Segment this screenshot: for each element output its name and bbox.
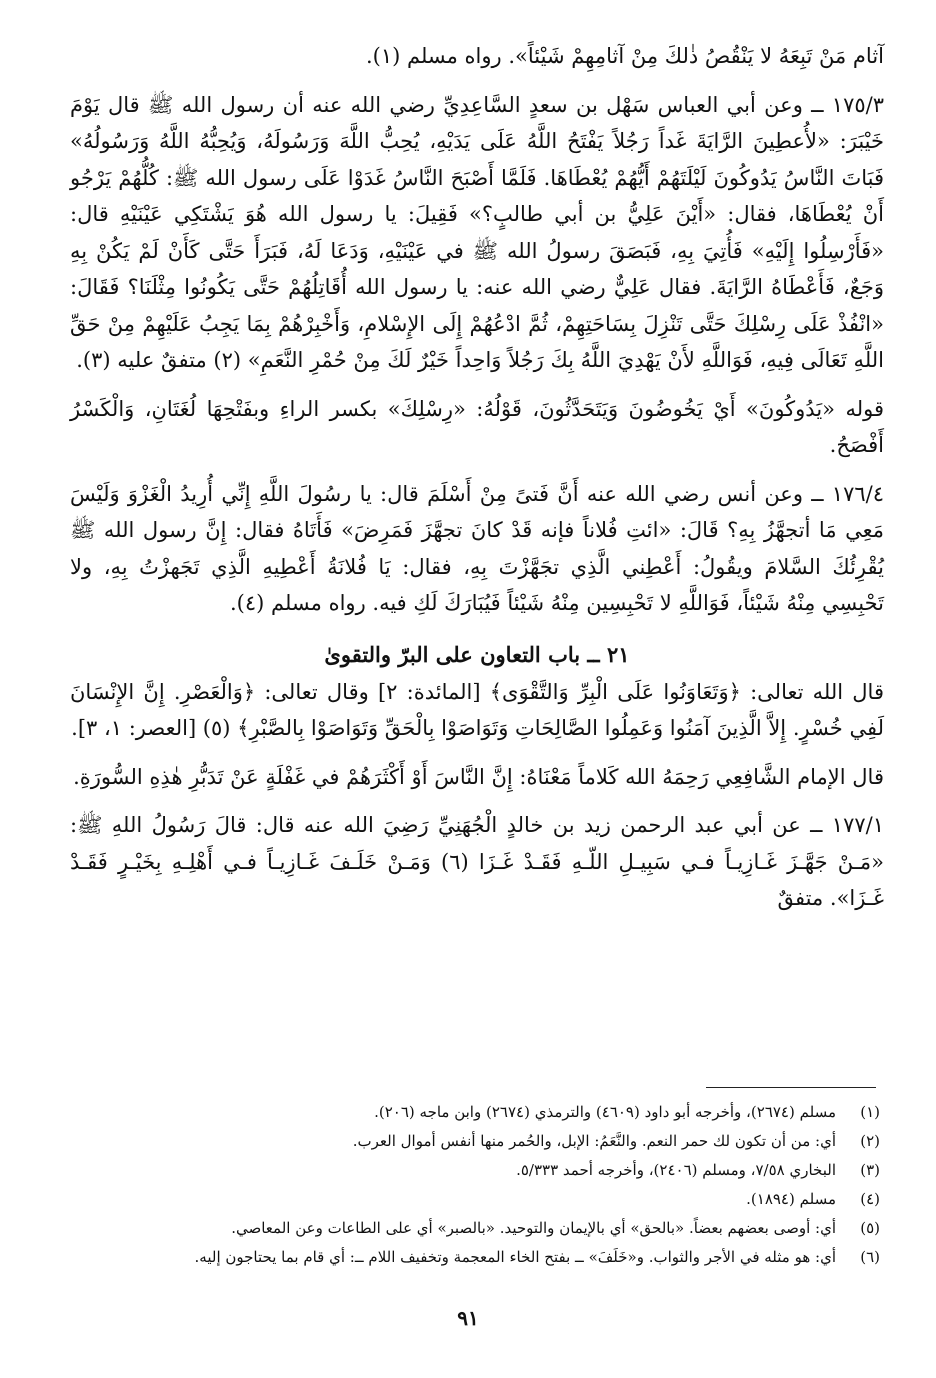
footnote xyxy=(70,1185,880,1214)
footnotes xyxy=(70,1098,880,1272)
footnote-number: (٦) xyxy=(860,1248,880,1266)
footnote-text: مسلم (١٨٩٤). xyxy=(746,1190,836,1208)
footnote-text: أي: أوصى بعضهم بعضاً. «بالحق» أي بالإيمان والتوحيد. «بالصبر» أي على الطاعات وعن المعاصي. xyxy=(231,1219,836,1237)
paragraph-quran-verses: قال الله تعالى: ﴿وَتَعَاوَنُوا عَلَى الْبِرِّ وَالتَّقْوَى﴾ [المائدة: ٢] وقال تعالى: ﴿وَالْعَصْرِ. إِنَّ الإِنْسَانَ لَفِي خُسْرٍ. إِلاَّ الَّذِينَ آمَنُوا وَعَمِلُوا الصَّالِحَاتِ وَتَوَاصَوْا بِالْحَقِّ وَتَوَاصَوْا بِالصَّبْرِ﴾ (٥) [العصر: ١، ٣]. xyxy=(70,679,884,740)
paragraph-hadith-176: ١٧٦/٤ ــ وعن أنس رضي الله عنه أَنَّ فَتىً مِنْ أَسْلَمَ قال: يا رسُولَ اللَّهِ إِنِّي أُرِيدُ الْغَزْوَ وَلَيْسَ مَعِي مَا أتجهَّزُ بِهِ؟ قَالَ: «ائتِ فُلاناً فإنه قَدْ كانَ تجهَّزَ فَمَرِضَ» فَأَتَاهُ فقال: إِنَّ رسول الله ﷺ يُقْرِئُكَ السَّلامَ ويقُولُ: أَعْطِني الَّذِي تجَهَّزْتَ بِهِ، فقال: يَا فُلانَةُ أَعْطِيهِ الَّذِي تَجَهزْتُ بِهِ، ولا تَحْبِسِي مِنْهُ شَيْئاً، فَوَاللَّهِ لا تَحْبِسِين مِنْهُ شَيْئاً فَيُبَارَكَ لَكِ فيه. رواه مسلم (٤). xyxy=(70,481,884,615)
page-number: ٩١ xyxy=(457,1306,479,1330)
paragraph-shafii: قال الإمام الشَّافِعِي رَحِمَهُ الله كَلاماً مَعْنَاهُ: إِنَّ النَّاسَ أَوْ أَكْثَرَهُمْ في غَفْلَةٍ عَنْ تَدَبُّرِ هٰذِهِ السُّورَةِ. xyxy=(73,764,884,789)
footnote-text: أي: من أن تكون لك حمر النعم. والنَّعَمُ: الإبل، والحُمر منها أنفس أموال العرب. xyxy=(352,1132,836,1150)
footnote-number: (٥) xyxy=(860,1219,880,1237)
footnote-text: البخاري ٧/٥٨، ومسلم (٢٤٠٦)، وأخرجه أحمد ٥/٣٣٣. xyxy=(516,1161,836,1179)
footnote xyxy=(70,1243,880,1272)
footnote-text: مسلم (٢٦٧٤)، وأخرجه أبو داود (٤٦٠٩) والترمذي (٢٦٧٤) وابن ماجه (٢٠٦). xyxy=(374,1103,836,1121)
footnote-number: (١) xyxy=(860,1103,880,1121)
footnote xyxy=(70,1127,880,1156)
footnote-number: (٣) xyxy=(860,1161,880,1179)
chapter-title: ٢١ ــ باب التعاون على البرّ والتقوىٰ xyxy=(324,641,630,667)
footnote-divider xyxy=(706,1087,876,1088)
footnote-text: أي: هو مثله في الأجر والثواب. و«خَلَفَ» ــ بفتح الخاء المعجمة وتخفيف اللام ــ: أي قام بما يحتاجون إليه. xyxy=(194,1248,836,1266)
footnote xyxy=(70,1214,880,1243)
paragraph-hadith-175: ١٧٥/٣ ــ وعن أبي العباس سَهْل بن سعدٍ السَّاعِدِيِّ رضي الله عنه أن رسول الله ﷺ قال يَوْمَ خَيْبَرَ: «لأُعطِينَ الرَّايَةَ غَداً رَجُلاً يَفْتَحُ اللَّهُ عَلَى يَدَيْهِ، يُحِبُّ اللَّهَ وَرَسُولَهُ، وَيُحِبُّهُ اللَّهُ وَرَسُولُهُ» فَبَاتَ النَّاسُ يَدُوكُونَ لَيْلَتَهُمْ أَيُّهُمْ يُعْطَاهَا. فَلَمَّا أَصْبَحَ النَّاسُ غَدَوْا عَلَى رسول الله ﷺ: كُلُّهُمْ يَرْجُو أَنْ يُعْطَاهَا، فقال: «أَيْنَ عَلِيُّ بن أبي طالبٍ؟» فَقِيلَ: يا رسول الله هُوَ يَشْتَكِي عَيْنَيْهِ قال: «فَأَرْسِلُوا إِلَيْهِ» فَأُتِيَ بِهِ، فَبَصَقَ رسولُ الله ﷺ في عَيْنَيْهِ، وَدَعَا لَهُ، فَبَرَأَ حَتَّى كَأَنْ لَمْ يَكُنْ بِهِ وَجَعٌ، فَأَعْطَاهُ الرَّايَةَ. فقال عَلِيٌّ رضي الله عنه: يا رسول الله أُقَاتِلُهُمْ حَتَّى يَكُونُوا مِثْلَنَا؟ فَقَالَ: «انْفُذْ عَلَى رِسْلِكَ حَتَّى تَنْزِلَ بِسَاحَتِهِمْ، ثُمَّ ادْعُهُمْ إِلَى الإِسْلامِ، وَأَخْبِرْهُمْ بِمَا يَجِبُ عَلَيْهِمْ مِنْ حَقِّ اللَّهِ تَعَالَى فِيهِ، فَوَاللَّهِ لأَنْ يَهْدِيَ اللَّهُ بِكَ رَجُلاً وَاحِداً خَيْرٌ لَكَ مِنْ حُمْرِ النَّعَمِ» (٢) متفقٌ عليه (٣). xyxy=(70,92,884,372)
footnote xyxy=(70,1098,880,1127)
footnote-number: (٤) xyxy=(860,1190,880,1208)
page-body xyxy=(70,38,884,917)
paragraph-hadith-177: ١٧٧/١ ــ عن أبي عبد الرحمن زيد بن خالدٍ الْجُهَنِيِّ رَضِيَ الله عنه قال: قالَ رَسُولُ اللهِ ﷺ: «مَـنْ جَهَّـزَ غَـازِيـاً فـي سَبِيـلِ اللّـهِ فَقَـدْ غَـزَا (٦) وَمَـنْ خَلَـفَ غَـازِيـاً فـي أَهْلِـهِ بِخَيْـرٍ فَقَـدْ غَـزَا». متفقٌ xyxy=(70,813,885,910)
paragraph-1: آثام مَنْ تَبِعَهُ لا يَنْقُصُ ذٰلكَ مِنْ آثامِهِمْ شَيْئاً». رواه مسلم (١). xyxy=(365,44,884,68)
paragraph-explanation: قوله «يَدُوكُونَ» أَيْ يَخُوضُونَ وَيَتَحَدَّثُونَ، قَوْلُهُ: «رِسْلِكَ» بكسر الراءِ وبفَتْحِهَا لُغَتَانِ، وَالْكَسْرُ أَفْصَحُ. xyxy=(70,396,884,457)
footnote-number: (٢) xyxy=(860,1132,880,1150)
footnote xyxy=(70,1156,880,1185)
